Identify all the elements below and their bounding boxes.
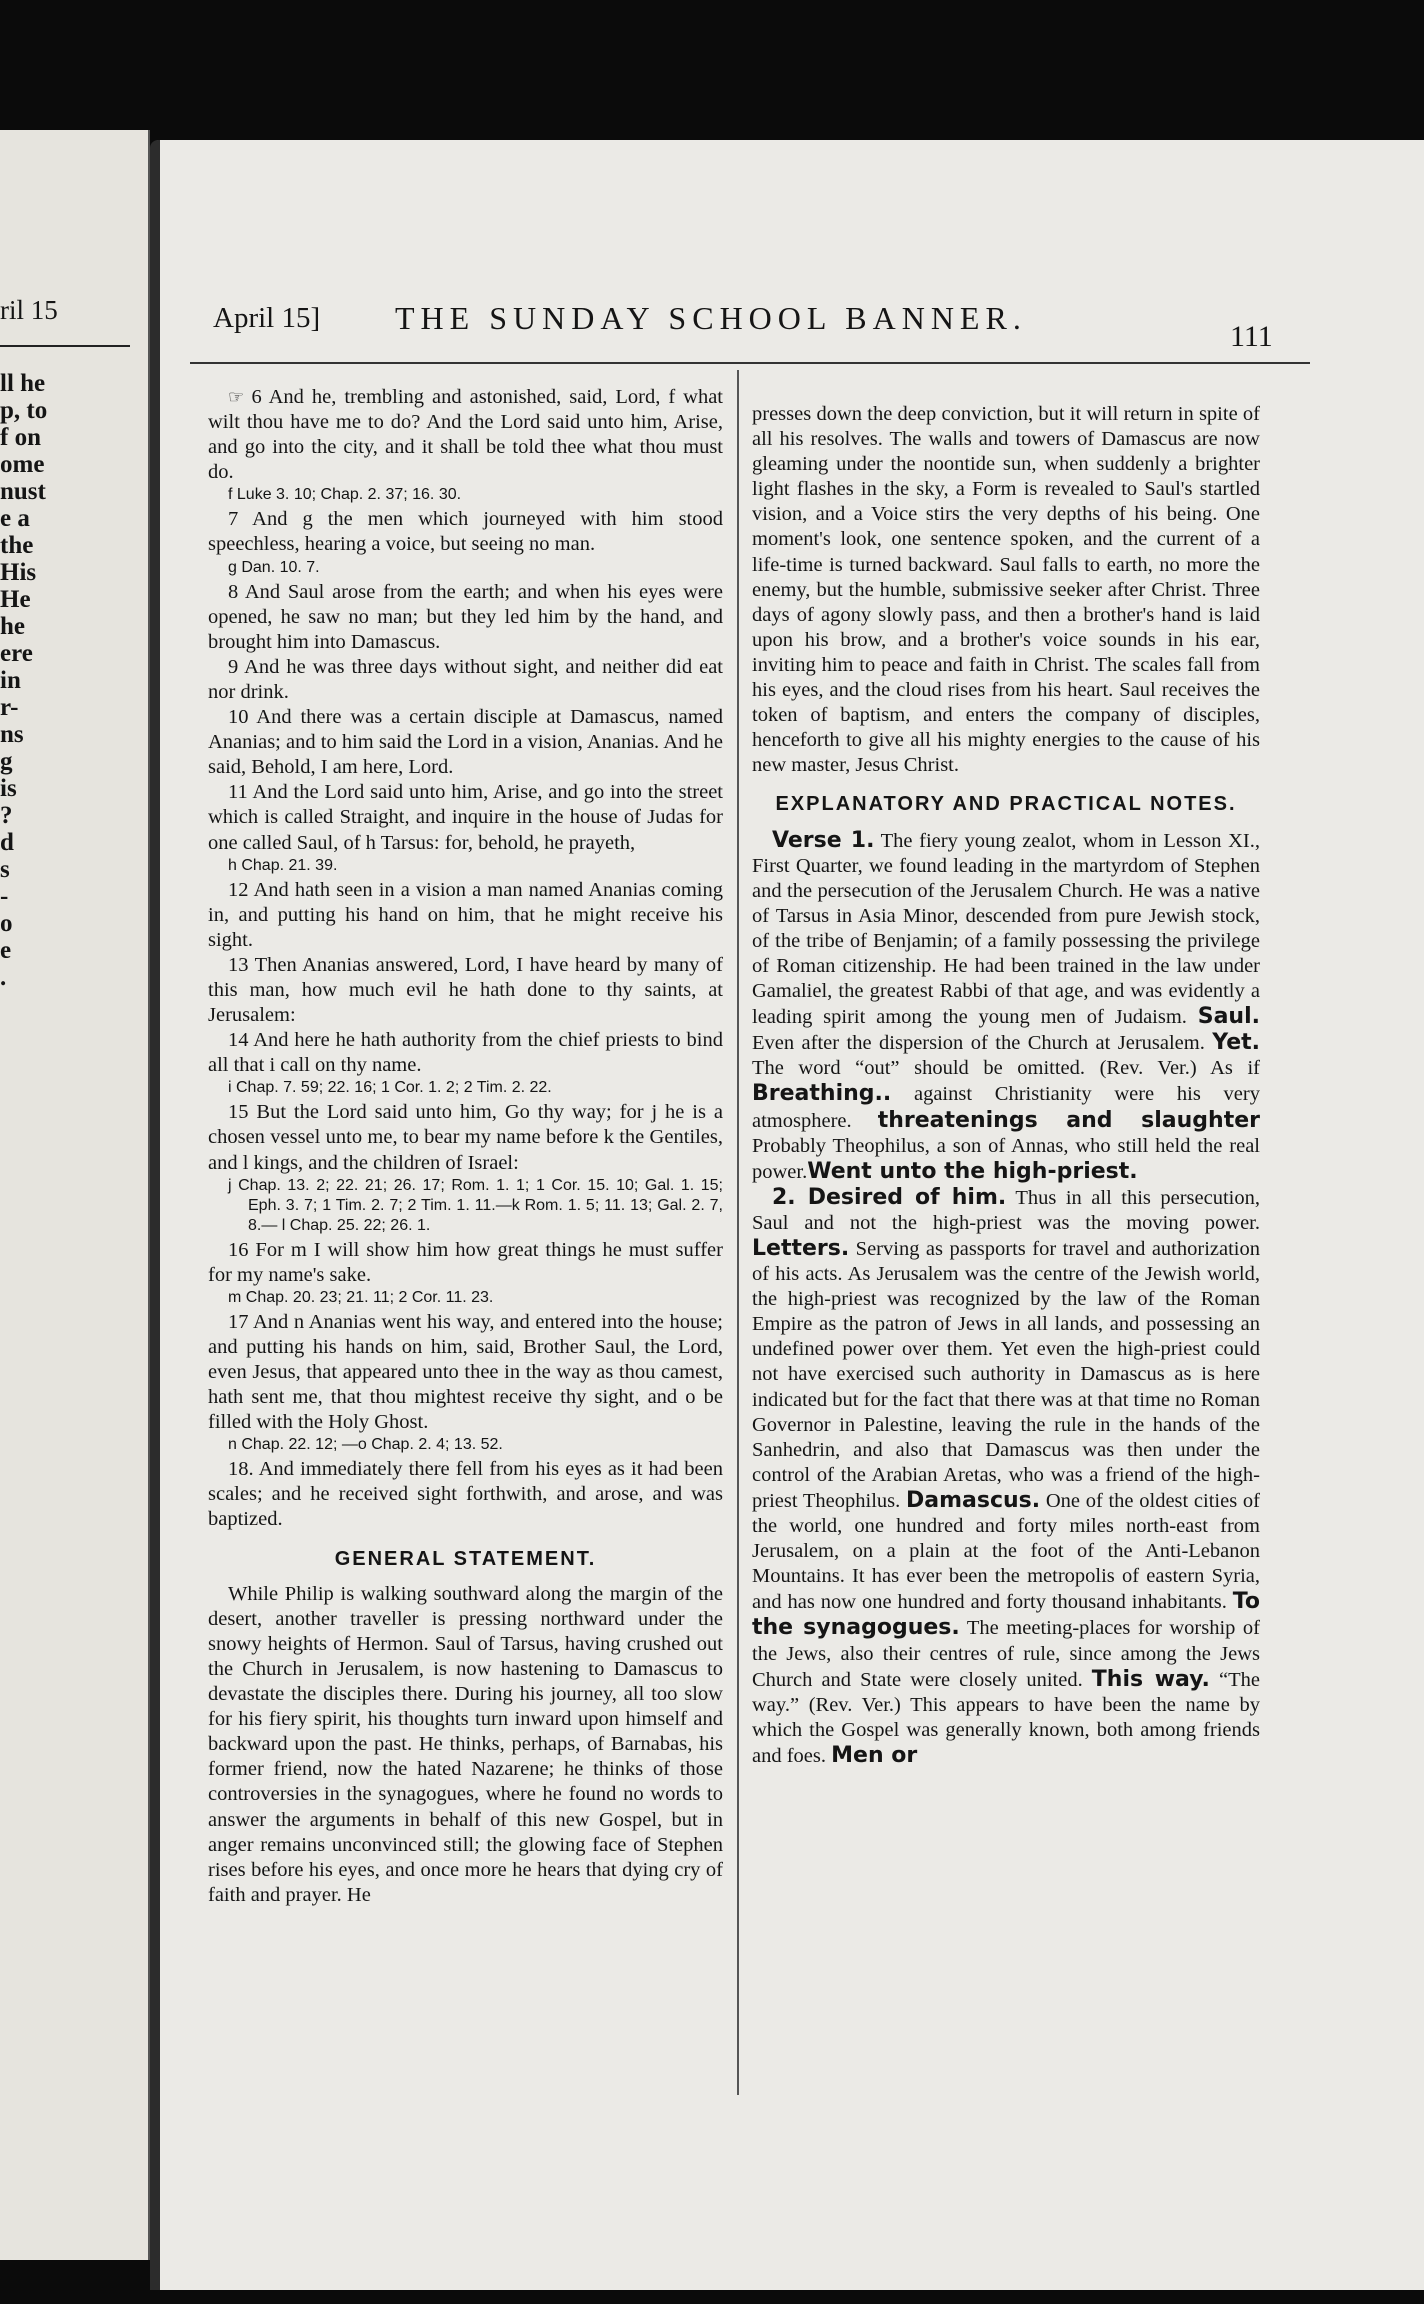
note-text: against Christianity were his very atmosphere. (752, 1083, 1260, 1132)
verse-text: 16 For m I will show him how great things he must suffer for my name's sake. (208, 1238, 723, 1286)
prev-page-line: in (0, 667, 21, 694)
note-text: Probably Theophilus, a son of Annas, who still held the real power. (752, 1134, 1260, 1183)
note-keyword: Letters. (752, 1236, 850, 1261)
note-keyword: Saul. (1197, 1004, 1260, 1030)
page-header (205, 300, 1280, 360)
prev-page-line: ? (0, 802, 13, 829)
notes-heading: EXPLANATORY AND PRACTICAL NOTES. (775, 793, 1237, 816)
verse-text: 11 And the Lord said unto him, Arise, and go into the street which is called Straight, and inquire in the house of Judas for one called Saul, of h Tarsus: for, behold, he prayeth, (208, 781, 723, 854)
prev-page-line: g (0, 748, 13, 775)
prev-page-line: He (0, 586, 31, 613)
verse-text: 9 And he was three days without sight, and neither did eat nor drink. (208, 655, 723, 703)
prev-page-line: o (0, 910, 13, 937)
verse-reference: i Chap. 7. 59; 22. 16; 1 Cor. 1. 2; 2 Tim. 2. 22. (228, 1079, 552, 1097)
verse-text: 6 And he, trembling and astonished, said, Lord, f what wilt thou have me to do? And the Lord said unto him, Arise, and go into the city, and it shall be told thee what thou must do. (208, 386, 724, 484)
verse-text: 13 Then Ananias answered, Lord, I have heard by many of this man, how much evil he hath done to thy saints, at Jerusalem: (208, 953, 723, 1027)
note-keyword: To the synagogues. (752, 1589, 1260, 1641)
verse-text: 14 And here he hath authority from the chief priests to bind all that i call on thy name. (208, 1029, 723, 1077)
verse (208, 1100, 723, 1175)
pointing-hand-icon: ☞ (228, 387, 252, 407)
header-date: April 15] (213, 302, 321, 334)
note-paragraph (752, 1185, 1260, 1769)
note-text: Even after the dispersion of the Church at Jerusalem. (752, 1032, 1213, 1055)
prev-page-line: d (0, 829, 14, 856)
prev-page-line: r- (0, 694, 19, 721)
verse (208, 878, 723, 953)
verse-reference: f Luke 3. 10; Chap. 2. 37; 16. 30. (228, 486, 462, 504)
note-keyword: Verse 1. (772, 827, 875, 853)
note-text: One of the oldest cities of the world, one hundred and forty miles north-east from Jerusalem, on a plain at the foot of the Anti-Lebanon Mountains. It has ever been the metropolis of eastern Syria, and has now one hundred and forty thousand inhabitants. (752, 1489, 1260, 1614)
prev-page-line: ome (0, 451, 45, 478)
prev-page-line: e a (0, 505, 30, 532)
prev-page-line: p, to (0, 397, 48, 424)
verse (208, 780, 723, 855)
prev-page-line: ns (0, 721, 24, 748)
note-keyword: Breathing.. (752, 1081, 892, 1107)
verse (208, 385, 723, 485)
verse (208, 1238, 723, 1288)
prev-page-line: His (0, 559, 37, 586)
verse-reference: j Chap. 13. 2; 22. 21; 26. 17; Rom. 1. 1; 1 Cor. 15. 10; Gal. 1. 15; Eph. 3. 7; 1 Tim. 2. 7; 2 Tim. 1. 11.—k Rom. 1. 5; 11. 13; Gal. 2. 7, 8.— l Chap. 25. 22; 26. 1. (228, 1176, 723, 1234)
scripture-verses (208, 385, 723, 1533)
column-rule (737, 370, 739, 2095)
verse-text: 10 And there was a certain disciple at Damascus, named Ananias; and to him said the Lord in a vision, Ananias. And he said, Behold, I am here, Lord. (208, 706, 723, 779)
continuation-text: presses down the deep conviction, but it will return in spite of all his resolves. The walls and towers of Damascus are now gleaming under the noontide sun, when suddenly a brighter light flashes in the sky, a Form is revealed to Saul's startled vision, and a Voice stirs the very depths of his being. One moment's look, one sentence spoken, and the current of a life-time is turned backward. Saul falls to earth, no more the enemy, but the humble, submissive seeker after Christ. Three days of agony slowly pass, and then a brother's hand is laid upon his brow, and a brother's voice sounds in his ear, inviting him to peace and faith in Christ. The scales fall from his eyes, and the cloud rises from his heart. Saul receives the token of baptism, and enters the company of disciples, henceforth to give all his mighty energies to the cause of his new master, Jesus Christ. (752, 403, 1260, 777)
note-keyword: Went unto the high-priest. (807, 1158, 1138, 1184)
prev-page-line: ll he (0, 370, 46, 397)
verse-reference: m Chap. 20. 23; 21. 11; 2 Cor. 11. 23. (228, 1288, 494, 1306)
prev-page-line: is (0, 775, 17, 802)
right-column (752, 402, 1260, 1769)
prev-page-line: nust (0, 478, 46, 505)
verse-text: 15 But the Lord said unto him, Go thy way; for j he is a chosen vessel unto me, to bear my name before k the Gentiles, and l kings, and the children of Israel: (208, 1101, 723, 1174)
prev-page-line: . (0, 964, 7, 991)
verse (208, 1457, 723, 1532)
verse-text: 7 And g the men which journeyed with him stood speechless, hearing a voice, but seeing no man. (208, 508, 723, 556)
prev-page-line: the (0, 532, 34, 559)
explanatory-notes (752, 828, 1260, 1769)
verse (208, 1028, 723, 1078)
note-text: The fiery young zealot, whom in Lesson XI., First Quarter, we found leading in the martyrdom of Stephen and the persecution of the Jerusalem Church. He was a native of Tarsus in Asia Minor, descended from pure Jewish stock, of the tribe of Benjamin; of a family possessing the privilege of Roman citizenship. He had been trained in the law under Gamaliel, the greatest Rabbi of that age, and was evidently a leading spirit among the young men of Judaism. (752, 829, 1260, 1029)
prev-page-text (0, 370, 140, 991)
verse (208, 507, 723, 557)
prev-page-line: s (0, 856, 10, 883)
verse (208, 580, 723, 655)
note-paragraph (752, 828, 1260, 1185)
left-column (208, 385, 723, 1908)
prev-page-line: f on (0, 424, 41, 451)
verse (208, 655, 723, 705)
note-keyword: 2. Desired of him. (772, 1184, 1007, 1210)
note-keyword: Men or (831, 1742, 918, 1768)
prev-page-rule (0, 345, 130, 347)
verse-text: 17 And n Ananias went his way, and entered into the house; and putting his hands on him, said, Brother Saul, the Lord, even Jesus, that appeared unto thee in the way as thou camest, hath sent me, that thou mightest receive thy sight, and o be filled with the Holy Ghost. (208, 1310, 723, 1434)
note-text: The meeting-places for worship of the Jews, also their centres of rule, since among the Jews Church and State were closely united. (752, 1617, 1260, 1691)
prev-page-line: ere (0, 640, 33, 667)
note-text: Serving as passports for travel and authorization of his acts. As Jerusalem was the centre of the Jewish world, the high-priest was recognized by the law of the Roman Empire as the patron of Jews in all lands, and possessing an undefined power over them. Yet even the high-priest could not have exercised such authority in Damascus as is here indicated but for the fact that there was at that time no Roman Governor in Palestine, leaving the rule in the hands of the Sanhedrin, and also that Damascus was then under the control of the Arabian Aretas, who was a friend of the high-priest Theophilus. (752, 1238, 1260, 1512)
verse-text: 18. And immediately there fell from his eyes as it had been scales; and he received sight forthwith, and arose, and was baptized. (208, 1458, 723, 1531)
verse-reference: h Chap. 21. 39. (228, 856, 338, 874)
verse (208, 1310, 723, 1435)
verse (208, 953, 723, 1028)
verse-reference: n Chap. 22. 12; —o Chap. 2. 4; 13. 52. (228, 1436, 503, 1454)
prev-page-line: - (0, 883, 9, 910)
prev-page-line: e (0, 937, 12, 964)
general-statement-text: While Philip is walking southward along the margin of the desert, another traveller is pressing northward under the snowy heights of Hermon. Saul of Tarsus, having crushed out the Church in Jerusalem, is now hastening to Damascus to devastate the disciples there. During his journey, all too slow for his fiery spirit, his thoughts turn inward upon himself and backward upon the past. He thinks, perhaps, of Barnabas, his former friend, now the hated Nazarene; he thinks of those controversies in the synagogues, where he found no words to answer the arguments in behalf of this new Gospel, but in anger remains unconvinced still; the glowing face of Stephen rises before his eyes, and once more he hears that dying cry of faith and prayer. He (208, 1582, 723, 1906)
note-text: The word “out” should be omitted. (Rev. Ver.) As if (752, 1057, 1260, 1080)
general-statement-heading: GENERAL STATEMENT. (334, 1547, 597, 1570)
note-keyword: Damascus. (905, 1487, 1041, 1513)
note-keyword: This way. (1091, 1666, 1210, 1692)
page-number: 111 (1230, 320, 1273, 353)
verse (208, 705, 723, 780)
verse-text: 8 And Saul arose from the earth; and when his eyes were opened, he saw no man; but they led him by the hand, and brought him into Damascus. (208, 580, 723, 653)
prev-page-header: ril 15 (0, 295, 58, 325)
note-keyword: Yet. (1212, 1030, 1260, 1056)
verse-text: 12 And hath seen in a vision a man named Ananias coming in, and putting his hand on him, that he might receive his sight. (208, 878, 723, 951)
header-rule (190, 362, 1310, 364)
note-keyword: threatenings and slaughter (877, 1107, 1261, 1133)
verse-reference: g Dan. 10. 7. (228, 558, 320, 576)
note-text: Thus in all this persecution, Saul and not the high-priest was the moving power. (752, 1186, 1260, 1234)
note-text: “The way.” (Rev. Ver.) This appears to have been the name by which the Gospel was generally known, both among friends and foes. (752, 1668, 1260, 1767)
header-title: THE SUNDAY SCHOOL BANNER. (395, 300, 1027, 336)
prev-page-line: he (0, 613, 25, 640)
previous-page-edge (0, 130, 150, 2260)
